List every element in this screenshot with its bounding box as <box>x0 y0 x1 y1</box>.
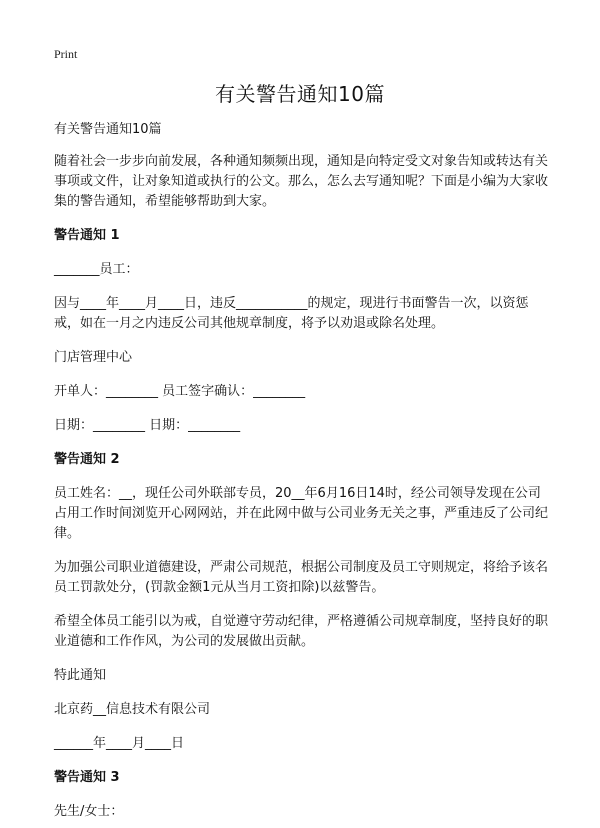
page-title: 有关警告通知10篇 <box>215 82 385 106</box>
notice-2-heading: 警告通知 2 <box>54 452 120 467</box>
notice-3-heading: 警告通知 3 <box>54 770 120 785</box>
notice-3-salutation: 先生/女士： <box>54 804 124 819</box>
notice-1 <box>54 226 548 436</box>
notice-2-date-line: ______年____月____日 <box>54 736 185 751</box>
notice-3 <box>54 768 548 822</box>
notice-2-paragraph-1: 员工姓名：__，现任公司外联部专员，20__年6月16日14时，经公司领导发现在公司占用工作时间浏览开心网网站，并在此网中做与公司业务无关之事，严重违反了公司纪律。 <box>54 486 549 541</box>
notice-2-paragraph-2: 为加强公司职业道德建设，严肃公司规范，根据公司制度及员工守则规定，将给予该名员工罚款处分，(罚款金额1元从当月工资扣除)以兹警告。 <box>54 560 549 595</box>
notice-1-department: 门店管理中心 <box>54 350 133 365</box>
print-link[interactable]: Print <box>54 47 78 61</box>
notice-2 <box>54 450 548 754</box>
intro-paragraph: 随着社会一步步向前发展，各种通知频频出现，通知是向特定受文对象告知或转达有关事项或文件，让对象知道或执行的公文。那么，怎么去写通知呢？下面是小编为大家收集的警告通知，希望能够帮助到大家。 <box>54 154 549 209</box>
notice-1-issuer-line: 开单人：________ 员工签字确认：________ <box>54 384 306 399</box>
document-body <box>54 120 548 822</box>
notice-2-paragraph-3: 希望全体员工能引以为戒，自觉遵守劳动纪律，严格遵循公司规章制度，坚持良好的职业道德和工作作风，为公司的发展做出贡献。 <box>54 614 549 649</box>
document-subtitle: 有关警告通知10篇 <box>54 122 162 137</box>
notice-1-date-line: 日期：________ 日期：________ <box>54 418 241 433</box>
notice-1-heading: 警告通知 1 <box>54 228 120 243</box>
notice-1-salutation: _______员工： <box>54 262 139 277</box>
notice-1-body: 因与____年____月____日，违反___________的规定，现进行书面警告一次，以资惩戒，如在一月之内违反公司其他规章制度，将予以劝退或除名处理。 <box>54 296 529 331</box>
notice-2-closing: 特此通知 <box>54 668 107 683</box>
notice-2-company: 北京药__信息技术有限公司 <box>54 702 211 717</box>
